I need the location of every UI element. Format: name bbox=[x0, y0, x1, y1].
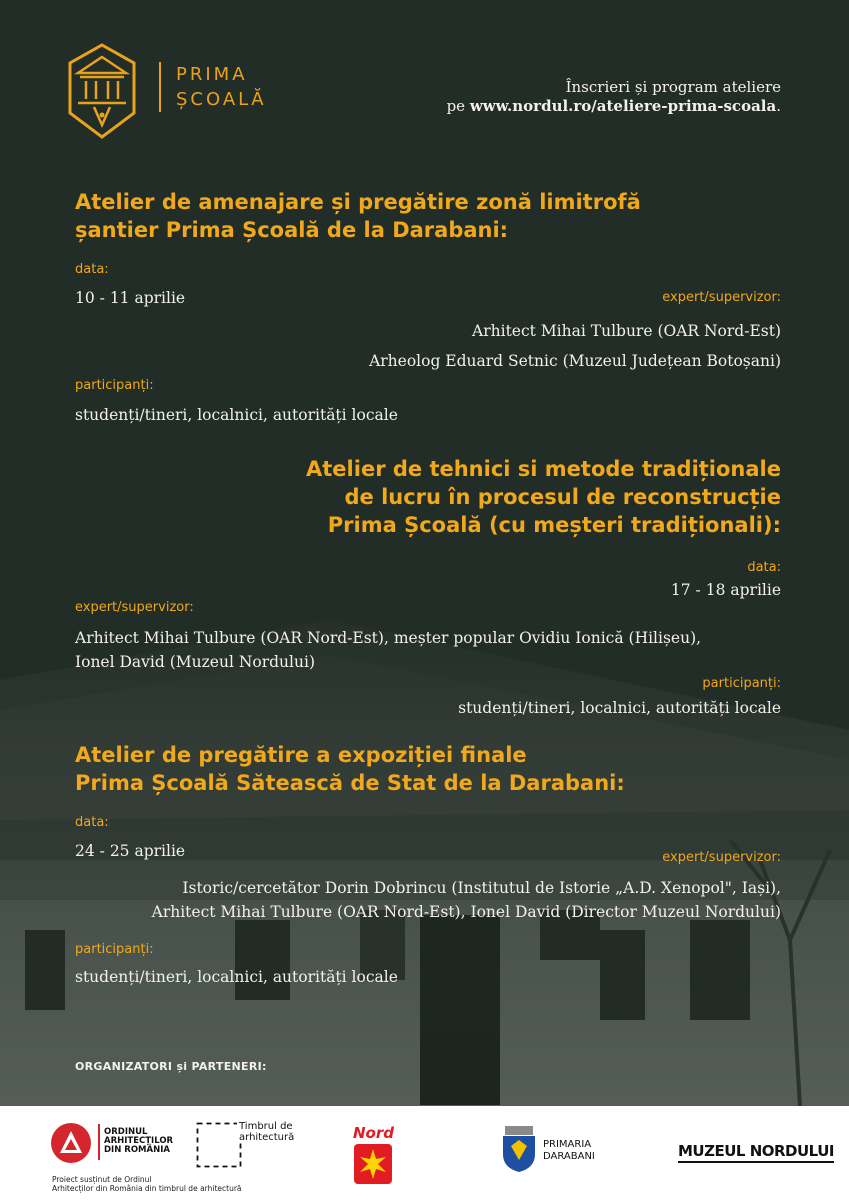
workshop-3-title-line-2: Prima Școală Sătească de Stat de la Darabani: bbox=[75, 771, 625, 795]
workshop-1-expert-2: Arheolog Eduard Setnic (Muzeul Județean Botoșani) bbox=[369, 352, 781, 370]
timbru-label bbox=[237, 1121, 294, 1143]
nord-logo-icon bbox=[354, 1144, 392, 1184]
workshop-2-experts bbox=[75, 626, 701, 674]
workshop-2-title-line-2: de lucru în procesul de reconstrucție bbox=[344, 485, 781, 509]
workshop-1-title bbox=[75, 188, 641, 244]
workshop-2-title bbox=[306, 455, 781, 539]
workshop-3-expert-2: Arhitect Mihai Tulbure (OAR Nord-Est), Ionel David (Director Muzeul Nordului) bbox=[151, 903, 781, 921]
darabani-coat-of-arms-icon bbox=[501, 1126, 537, 1172]
primaria-label-line-1: PRIMARIA bbox=[543, 1139, 592, 1150]
workshop-2-participants-label: participanți: bbox=[702, 676, 781, 691]
workshop-1-date: 10 - 11 aprilie bbox=[75, 289, 186, 307]
muzeul-nordului-logo: MUZEUL NORDULUI bbox=[678, 1142, 834, 1163]
signup-line-2 bbox=[447, 97, 781, 116]
signup-line-1: Înscrieri și program ateliere bbox=[565, 78, 781, 96]
oar-name bbox=[104, 1128, 173, 1155]
workshop-2-date: 17 - 18 aprilie bbox=[670, 581, 781, 599]
brand-name bbox=[176, 62, 267, 112]
workshop-1-expert-label: expert/supervizor: bbox=[662, 290, 781, 305]
timbru-label-line-2: arhitectură bbox=[239, 1132, 295, 1143]
brand-line-2: ȘCOALĂ bbox=[176, 89, 267, 110]
primaria-label-line-2: DARABANI bbox=[543, 1151, 595, 1162]
timbru-stamp-icon bbox=[196, 1122, 242, 1168]
signup-info bbox=[447, 78, 781, 116]
partners-footer bbox=[0, 1106, 849, 1200]
oar-note-line-2: Arhitecților din România din timbrul de arhitectură bbox=[52, 1184, 242, 1193]
oar-note-line-1: Proiect susținut de Ordinul bbox=[52, 1175, 152, 1184]
workshop-3-experts bbox=[152, 876, 781, 924]
workshop-3-title bbox=[75, 741, 625, 797]
nord-logo-text: Nord bbox=[353, 1124, 394, 1142]
workshop-3-expert-label: expert/supervizor: bbox=[662, 850, 781, 865]
signup-suffix: . bbox=[776, 97, 781, 115]
workshop-1-title-line-2: șantier Prima Școală de la Darabani: bbox=[75, 218, 509, 242]
workshop-1-participants: studenți/tineri, localnici, autorități locale bbox=[75, 406, 398, 424]
workshop-3-title-line-1: Atelier de pregătire a expoziției finale bbox=[75, 743, 527, 767]
workshop-2-participants: studenți/tineri, localnici, autorități locale bbox=[458, 699, 781, 717]
logo-divider bbox=[159, 62, 161, 112]
brand-line-1: PRIMA bbox=[176, 64, 248, 85]
workshop-2-date-label: data: bbox=[747, 560, 781, 575]
workshop-1-title-line-1: Atelier de amenajare și pregătire zonă limitrofă bbox=[75, 190, 641, 214]
workshop-3-expert-1: Istoric/cercetător Dorin Dobrincu (Institutul de Istorie „A.D. Xenopol", Iași), bbox=[182, 879, 781, 897]
oar-name-line-2: ARHITECȚILOR bbox=[104, 1136, 174, 1146]
workshop-2-expert-1: Arhitect Mihai Tulbure (OAR Nord-Est), meșter popular Ovidiu Ionică (Hilișeu), bbox=[75, 629, 702, 647]
primaria-label bbox=[543, 1139, 595, 1163]
workshop-1-expert-1: Arhitect Mihai Tulbure (OAR Nord-Est) bbox=[472, 322, 781, 340]
workshop-2-title-line-1: Atelier de tehnici si metode tradiționale bbox=[306, 457, 781, 481]
oar-divider bbox=[98, 1124, 100, 1160]
workshop-2-expert-label: expert/supervizor: bbox=[75, 600, 194, 615]
oar-logo-icon bbox=[50, 1122, 92, 1164]
workshop-3-date: 24 - 25 aprilie bbox=[75, 842, 186, 860]
workshop-1-participants-label: participanți: bbox=[75, 378, 154, 393]
oar-name-line-3: DIN ROMÂNIA bbox=[104, 1145, 170, 1155]
signup-url-link[interactable]: www.nordul.ro/ateliere-prima-scoala bbox=[469, 97, 777, 115]
timbru-label-line-1: Timbrul de bbox=[239, 1121, 293, 1132]
workshop-2-expert-2: Ionel David (Muzeul Nordului) bbox=[75, 653, 315, 671]
workshop-3-participants-label: participanți: bbox=[75, 942, 154, 957]
prima-scoala-logo-icon bbox=[68, 43, 136, 139]
workshop-3-participants: studenți/tineri, localnici, autorități locale bbox=[75, 968, 398, 986]
workshop-1-date-label: data: bbox=[75, 262, 109, 277]
oar-note bbox=[52, 1175, 242, 1193]
oar-name-line-1: ORDINUL bbox=[104, 1127, 148, 1137]
organizers-title: ORGANIZATORI și PARTENERI: bbox=[75, 1060, 267, 1073]
workshop-1-experts bbox=[369, 316, 781, 376]
workshop-2-title-line-3: Prima Școală (cu meșteri tradiționali): bbox=[327, 513, 781, 537]
workshop-3-date-label: data: bbox=[75, 815, 109, 830]
signup-prefix: pe bbox=[446, 97, 470, 115]
